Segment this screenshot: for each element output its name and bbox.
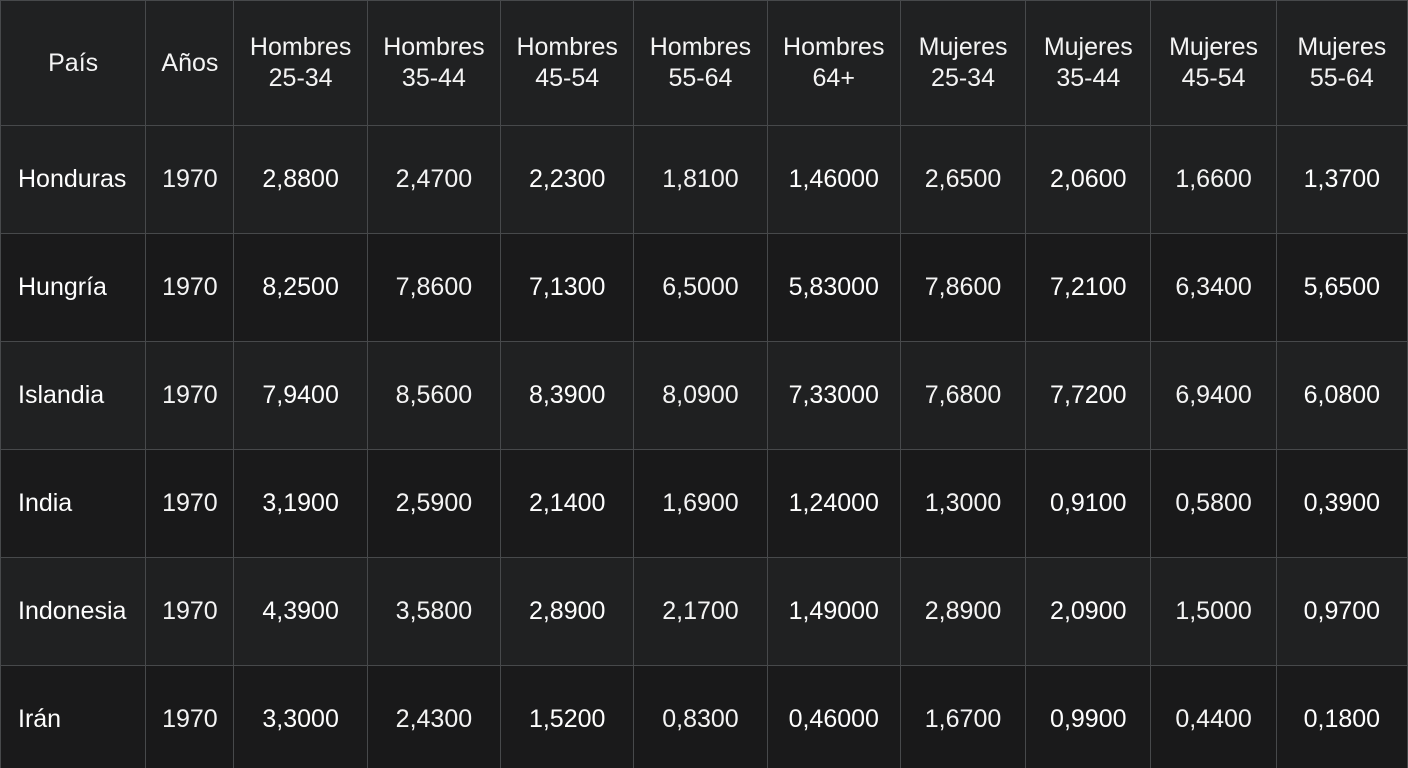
- men-45-54-cell: 2,1400: [501, 450, 634, 558]
- year-cell: 1970: [146, 558, 234, 666]
- women-45-54-cell: 0,4400: [1151, 666, 1276, 768]
- table-row[interactable]: [1, 126, 1408, 234]
- women-35-44-cell: 2,0600: [1026, 126, 1151, 234]
- country-cell: Islandia: [1, 342, 146, 450]
- women-25-34-cell: 2,6500: [900, 126, 1025, 234]
- women-45-54-cell: 0,5800: [1151, 450, 1276, 558]
- men-55-64-cell: 1,8100: [634, 126, 767, 234]
- men-45-54-cell: 7,1300: [501, 234, 634, 342]
- men-35-44-cell: 2,4300: [367, 666, 500, 768]
- year-cell: 1970: [146, 450, 234, 558]
- men-35-44-cell: 2,4700: [367, 126, 500, 234]
- country-cell: Irán: [1, 666, 146, 768]
- year-cell: 1970: [146, 234, 234, 342]
- women-55-64-cell: 1,3700: [1276, 126, 1407, 234]
- column-header-women-25-34[interactable]: Mujeres 25-34: [900, 1, 1025, 126]
- men-64-plus-cell: 7,33000: [767, 342, 900, 450]
- men-64-plus-cell: 5,83000: [767, 234, 900, 342]
- table-row[interactable]: [1, 342, 1408, 450]
- men-55-64-cell: 0,8300: [634, 666, 767, 768]
- women-35-44-cell: 7,2100: [1026, 234, 1151, 342]
- column-header-women-35-44[interactable]: Mujeres 35-44: [1026, 1, 1151, 126]
- women-55-64-cell: 6,0800: [1276, 342, 1407, 450]
- women-55-64-cell: 5,6500: [1276, 234, 1407, 342]
- table-row[interactable]: [1, 558, 1408, 666]
- men-25-34-cell: 8,2500: [234, 234, 367, 342]
- men-45-54-cell: 2,8900: [501, 558, 634, 666]
- women-25-34-cell: 1,6700: [900, 666, 1025, 768]
- women-25-34-cell: 7,8600: [900, 234, 1025, 342]
- table-body: [1, 126, 1408, 768]
- year-cell: 1970: [146, 342, 234, 450]
- women-35-44-cell: 2,0900: [1026, 558, 1151, 666]
- women-45-54-cell: 6,3400: [1151, 234, 1276, 342]
- men-35-44-cell: 8,5600: [367, 342, 500, 450]
- men-45-54-cell: 2,2300: [501, 126, 634, 234]
- women-35-44-cell: 0,9100: [1026, 450, 1151, 558]
- women-55-64-cell: 0,1800: [1276, 666, 1407, 768]
- men-35-44-cell: 7,8600: [367, 234, 500, 342]
- table-row[interactable]: [1, 234, 1408, 342]
- header-row: [1, 1, 1408, 126]
- women-35-44-cell: 7,7200: [1026, 342, 1151, 450]
- men-25-34-cell: 3,3000: [234, 666, 367, 768]
- column-header-women-55-64[interactable]: Mujeres 55-64: [1276, 1, 1407, 126]
- year-cell: 1970: [146, 666, 234, 768]
- country-cell: Indonesia: [1, 558, 146, 666]
- men-64-plus-cell: 1,46000: [767, 126, 900, 234]
- men-25-34-cell: 3,1900: [234, 450, 367, 558]
- men-35-44-cell: 2,5900: [367, 450, 500, 558]
- column-header-men-25-34[interactable]: Hombres 25-34: [234, 1, 367, 126]
- men-55-64-cell: 6,5000: [634, 234, 767, 342]
- women-25-34-cell: 7,6800: [900, 342, 1025, 450]
- column-header-men-35-44[interactable]: Hombres 35-44: [367, 1, 500, 126]
- men-64-plus-cell: 1,49000: [767, 558, 900, 666]
- men-35-44-cell: 3,5800: [367, 558, 500, 666]
- table-row[interactable]: [1, 450, 1408, 558]
- women-55-64-cell: 0,9700: [1276, 558, 1407, 666]
- women-45-54-cell: 6,9400: [1151, 342, 1276, 450]
- men-25-34-cell: 2,8800: [234, 126, 367, 234]
- column-header-men-45-54[interactable]: Hombres 45-54: [501, 1, 634, 126]
- column-header-men-64-plus[interactable]: Hombres 64+: [767, 1, 900, 126]
- country-cell: India: [1, 450, 146, 558]
- country-cell: Honduras: [1, 126, 146, 234]
- column-header-country[interactable]: País: [1, 1, 146, 126]
- women-45-54-cell: 1,5000: [1151, 558, 1276, 666]
- women-35-44-cell: 0,9900: [1026, 666, 1151, 768]
- women-25-34-cell: 2,8900: [900, 558, 1025, 666]
- column-header-men-55-64[interactable]: Hombres 55-64: [634, 1, 767, 126]
- women-45-54-cell: 1,6600: [1151, 126, 1276, 234]
- men-64-plus-cell: 1,24000: [767, 450, 900, 558]
- year-cell: 1970: [146, 126, 234, 234]
- men-55-64-cell: 2,1700: [634, 558, 767, 666]
- column-header-year[interactable]: Años: [146, 1, 234, 126]
- column-header-women-45-54[interactable]: Mujeres 45-54: [1151, 1, 1276, 126]
- men-55-64-cell: 1,6900: [634, 450, 767, 558]
- men-45-54-cell: 8,3900: [501, 342, 634, 450]
- men-25-34-cell: 7,9400: [234, 342, 367, 450]
- men-55-64-cell: 8,0900: [634, 342, 767, 450]
- country-cell: Hungría: [1, 234, 146, 342]
- men-45-54-cell: 1,5200: [501, 666, 634, 768]
- women-25-34-cell: 1,3000: [900, 450, 1025, 558]
- men-64-plus-cell: 0,46000: [767, 666, 900, 768]
- table-row[interactable]: [1, 666, 1408, 768]
- men-25-34-cell: 4,3900: [234, 558, 367, 666]
- women-55-64-cell: 0,3900: [1276, 450, 1407, 558]
